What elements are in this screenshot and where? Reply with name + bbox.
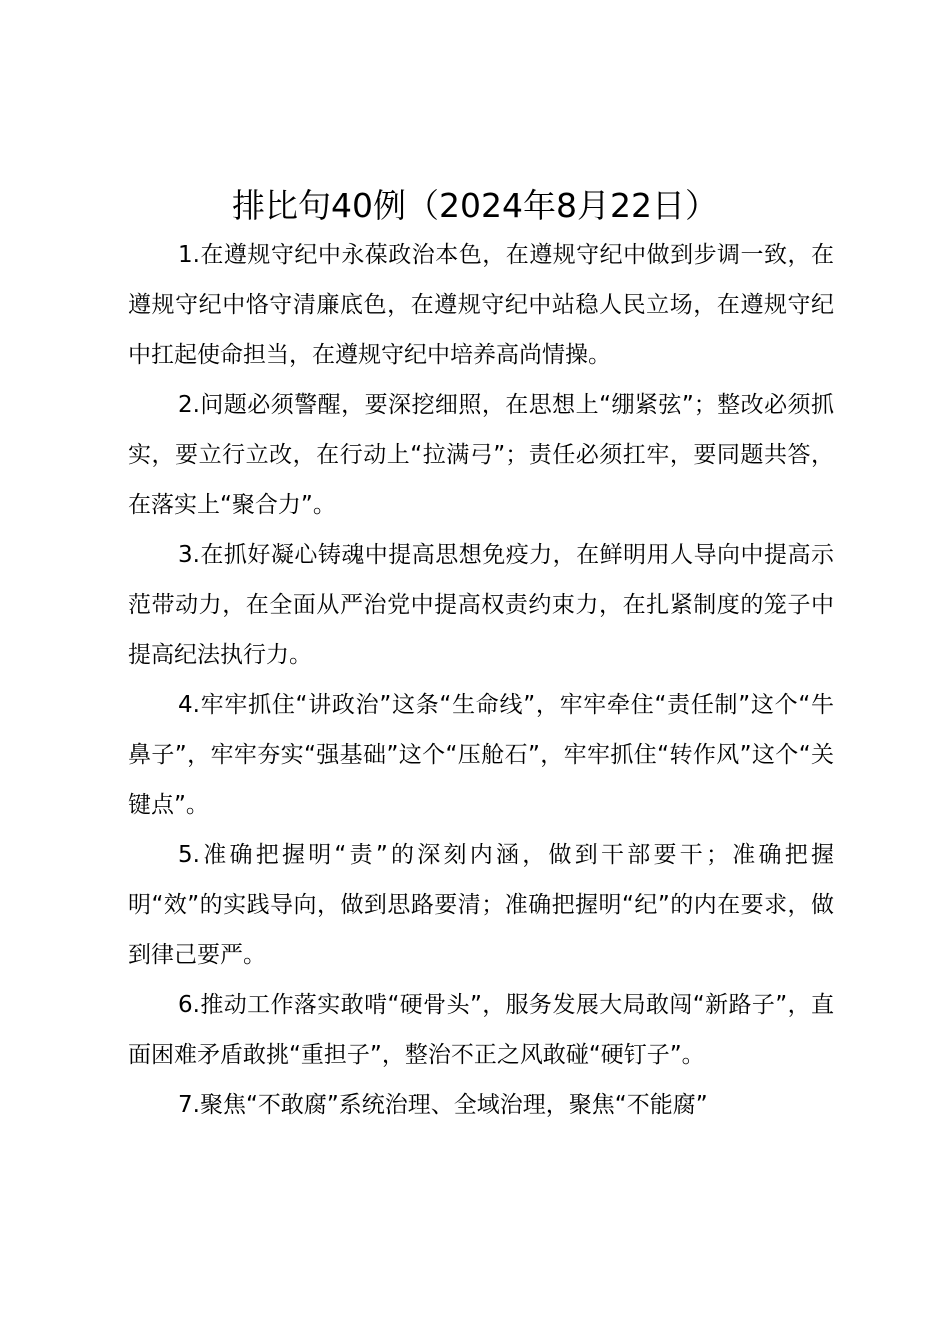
paragraph-6: 6.推动工作落实敢啃“硬骨头”，服务发展大局敢闯“新路子”，直面困难矛盾敢挑“重担子”，整治不正之风敢碰“硬钉子”。 xyxy=(128,992,834,1068)
paragraph-3: 3.在抓好凝心铸魂中提高思想免疫力，在鲜明用人导向中提高示范带动力，在全面从严治党中提高权责约束力，在扎紧制度的笼子中提高纪法执行力。 xyxy=(128,542,834,668)
paragraph-1: 1.在遵规守纪中永葆政治本色，在遵规守纪中做到步调一致，在遵规守纪中恪守清廉底色，在遵规守纪中站稳人民立场，在遵规守纪中扛起使命担当，在遵规守纪中培养高尚情操。 xyxy=(128,242,834,368)
paragraph-5: 5.准确把握明“责”的深刻内涵，做到干部要干；准确把握明“效”的实践导向，做到思路要清；准确把握明“纪”的内在要求，做到律己要严。 xyxy=(128,842,834,968)
document-body xyxy=(128,230,834,1130)
paragraph-7: 7.聚焦“不敢腐”系统治理、全域治理，聚焦“不能腐” xyxy=(178,1092,708,1118)
document-title: 排比句40例（2024年8月22日） xyxy=(232,186,718,225)
paragraph-2: 2.问题必须警醒，要深挖细照，在思想上“绷紧弦”；整改必须抓实，要立行立改，在行动上“拉满弓”；责任必须扛牢，要同题共答，在落实上“聚合力”。 xyxy=(128,392,834,518)
paragraph-4: 4.牢牢抓住“讲政治”这条“生命线”，牢牢牵住“责任制”这个“牛鼻子”，牢牢夯实“强基础”这个“压舱石”，牢牢抓住“转作风”这个“关键点”。 xyxy=(128,692,834,818)
